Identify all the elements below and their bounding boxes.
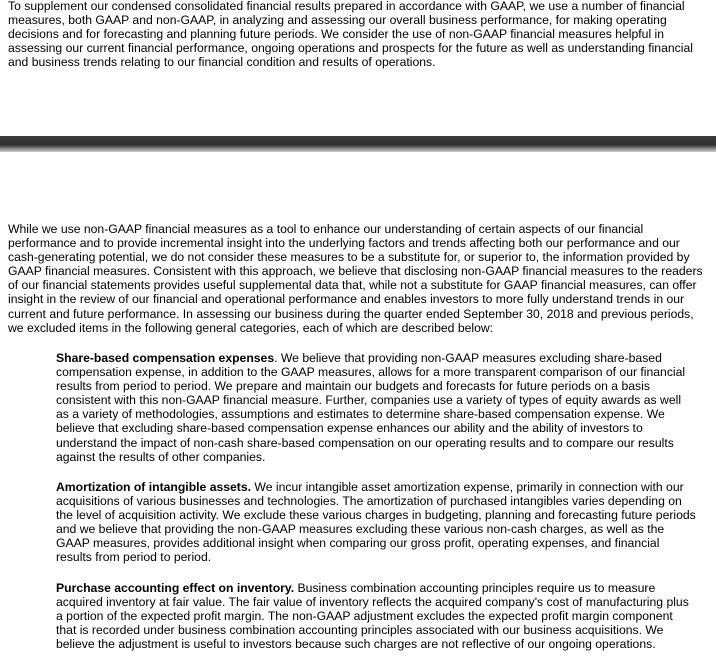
- share-based-compensation-item: [56, 351, 696, 464]
- item-title: Share-based compensation expenses: [56, 351, 275, 365]
- non-gaap-overview-paragraph: While we use non-GAAP financial measures as a tool to enhance our understanding of certain aspects of our financial performance and to provide incremental insight into the underlying factors and trends affecting both our performance and our cash-generating potential, we do not consider these measures to be a substitute for, or superior to, the information provided by GAAP financial measures. Consistent with this approach, we believe that disclosing non-GAAP financial measures to the readers of our financial statements provides useful supplemental data that, while not a substitute for GAAP financial measures, can offer insight in the review of our financial and operational performance and enables investors to more fully understand trends in our current and future performance. In assessing our business during the quarter ended September 30, 2018 and previous periods, we excluded items in the following general categories, each of which are described below:: [8, 222, 703, 335]
- item-body: We incur intangible asset amortization expense, primarily in connection with our acquisitions of various businesses and technologies. The amortization of purchased intangibles varies depending on the level of acquisition activity. We exclude these various charges in budgeting, planning and forecasting future periods and we believe that providing the non-GAAP measures excluding these various non-cash charges, as well as the GAAP measures, provides additional insight when comparing our gross profit, operating expenses, and financial results from period to period.: [56, 480, 696, 565]
- amortization-item: [56, 480, 696, 565]
- item-separator: .: [274, 351, 278, 365]
- intro-paragraph: To supplement our condensed consolidated financial results prepared in accordance with GAAP, we use a number of financial measures, both GAAP and non-GAAP, in analyzing and assessing our overall business performance, for making operating decisions and for forecasting and planning future periods. We consider the use of non-GAAP financial measures helpful in assessing our current financial performance, ongoing operations and prospects for the future as well as understanding financial and business trends relating to our financial condition and results of operations.: [8, 0, 693, 70]
- top-page-fragment: [0, 0, 716, 135]
- item-body: Business combination accounting principles require us to measure acquired inventory at fair value. The fair value of inventory reflects the acquired company's cost of manufacturing plus a portion of the expected profit margin. The non-GAAP adjustment excludes the expected profit margin component that is recorded under business combination accounting principles associated with our business acquisitions. We believe the adjustment is useful to investors because such charges are not reflective of our ongoing operations.: [56, 581, 689, 652]
- item-title: Amortization of intangible assets.: [56, 480, 252, 494]
- item-body: We believe that providing non-GAAP measures excluding share-based compensation expense, in addition to the GAAP measures, allows for a more transparent comparison of our financial results from period to period. We prepare and maintain our budgets and forecasts for future periods on a basis consistent with this non-GAAP financial measure. Further, companies use a variety of types of equity awards as well as a variety of methodologies, assumptions and estimates to determine share-based compensation expense. We believe that excluding share-based compensation expense enhances our ability and the ability of investors to understand the impact of non-cash share-based compensation on our operating results and to compare our results against the results of other companies.: [56, 351, 686, 464]
- item-title: Purchase accounting effect on inventory.: [56, 581, 295, 595]
- inventory-effect-item: [56, 581, 696, 651]
- page-break-divider: [0, 136, 716, 152]
